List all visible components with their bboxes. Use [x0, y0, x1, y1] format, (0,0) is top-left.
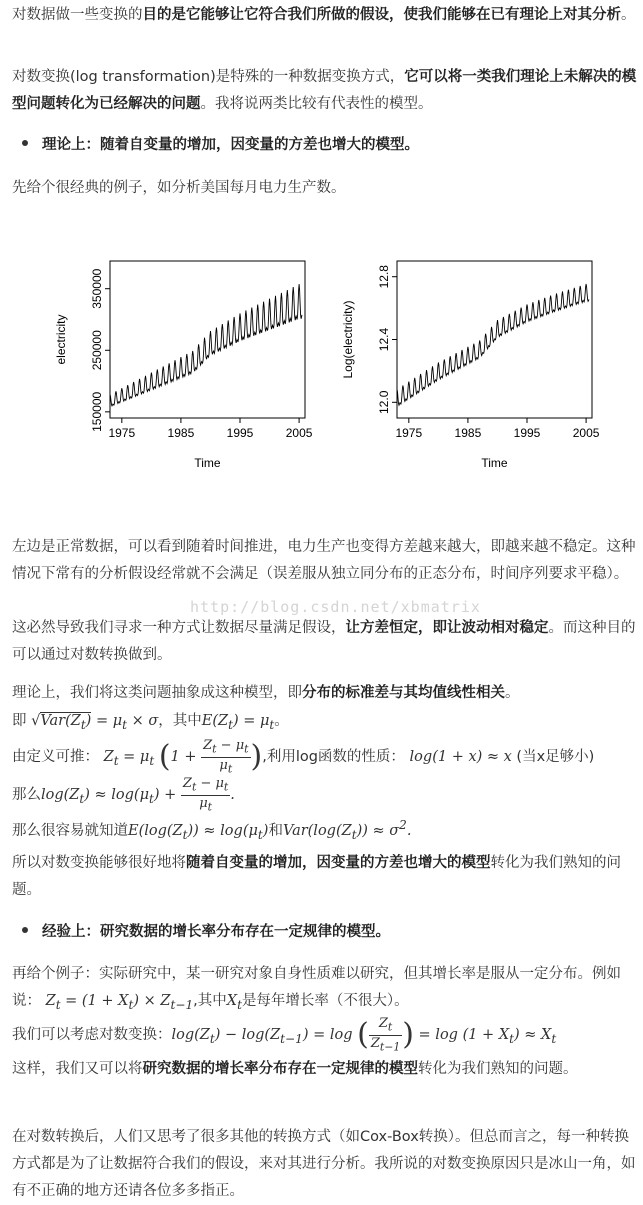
formula-log-result: = $\log (1 + X_t) \approx X_t$	[418, 1027, 557, 1046]
fraction: $\frac{Z_t}{Z_{t-1}}$	[370, 1016, 401, 1054]
paragraph-log-transform: 对数变换(log transformation)是特殊的一种数据变换方式，它可以将一类我们理论上未解决的模型问题转化为已经解决的问题。我将说两类比较有代表性的模型。	[12, 69, 637, 112]
chart-electricity	[54, 261, 313, 470]
y-axis-label: Log(electricity)	[341, 300, 355, 379]
x-tick-label: 2005	[285, 426, 313, 440]
formula-line-1: 即 $√Var(Z_t) = \mu_t \times \sigma$，其中$E(Z_t) = \mu_t$。	[12, 713, 289, 732]
formula-line-4: 那么很容易就知道$E(\log(Z_t)) \approx \log(\mu_t)$和$Var(\log(Z_t)) \approx \sigma^2$.	[12, 818, 412, 842]
bullet-experience: 经验上：研究数据的增长率分布存在一定规律的模型。	[22, 919, 622, 946]
bullet-theory: 理论上：随着自变量的增加，因变量的方差也增大的模型。	[22, 132, 622, 159]
formula-sqrt-var: $√Var(Z_t) = \mu_t \times \sigma$	[31, 713, 159, 732]
x-axis-label: Time	[481, 456, 508, 470]
chart-log-electricity	[341, 261, 600, 470]
y-tick-label: 250000	[90, 330, 104, 371]
paragraph-intro: 对数据做一些变换的目的是它能够让它符合我们所做的假设，使我们能够在已有理论上对其分析。	[12, 7, 636, 23]
y-tick-label: 150000	[90, 391, 104, 432]
formula-expectation: $E(Z_t) = \mu_t$	[201, 713, 275, 732]
formula-log-zt: $\log(Z_t) \approx \log(\mu_t)$ +	[41, 787, 177, 806]
formula-var-log: $Var(\log(Z_t)) \approx \sigma^2$.	[282, 818, 412, 842]
series-line	[110, 284, 302, 406]
formula-line-2: 由定义可推： $Z_t = \mu_t$ (1 + $\frac{Z_t - \mu_t}{\mu_t}$ ),利用log函数的性质： log(1 + x) ≈ x (当x足够小)	[12, 738, 595, 776]
y-tick-label: 12.0	[377, 390, 391, 414]
paragraph-conclusion-1: 所以对数变换能够很好地将随着自变量的增加，因变量的方差也增大的模型转化为我们熟知的问题。	[12, 855, 621, 898]
x-tick-label: 1975	[395, 426, 423, 440]
y-tick-label: 12.8	[377, 265, 391, 289]
paragraph-theory-model: 理论上，我们将这类问题抽象成这种模型，即分布的标准差与其均值线性相关。	[12, 685, 520, 701]
y-axis-label: electricity	[54, 314, 68, 365]
formula-xt: $X_t$	[226, 993, 242, 1012]
formula-log-approx: log(1 + x) ≈ x	[409, 749, 512, 766]
x-tick-label: 1985	[454, 426, 482, 440]
plot-frame	[110, 261, 305, 418]
fraction: $\frac{Z_t - \mu_t}{\mu_t}$	[182, 776, 229, 814]
bullet-dot	[22, 140, 28, 146]
x-tick-label: 2005	[572, 426, 600, 440]
series-line	[397, 284, 589, 405]
x-axis-label: Time	[194, 456, 221, 470]
watermark: http://blog.csdn.net/xbmatrix	[190, 598, 481, 616]
paragraph-example: 先给个很经典的例子，如分析美国每月电力生产数。	[12, 180, 346, 196]
fraction: $\frac{Z_t - \mu_t}{\mu_t}$	[203, 738, 249, 776]
paragraph-growth-example: 再给个例子：实际研究中，某一研究对象自身性质难以研究，但其增长率是服从一定分布。例如说： $Z_t = (1 + X_t) \times Z_{t-1}$,其中$X_t$是每年增长率（不很大）。	[12, 966, 621, 1012]
x-tick-label: 1995	[226, 426, 254, 440]
formula-log-diff: $\log(Z_t) - \log(Z_{t-1}) = \log$	[171, 1027, 353, 1046]
x-tick-label: 1995	[513, 426, 541, 440]
x-tick-label: 1975	[108, 426, 136, 440]
electricity-charts	[0, 235, 643, 525]
bullet-dot	[22, 927, 28, 933]
paragraph-conclusion-2: 这样，我们又可以将研究数据的增长率分布存在一定规律的模型转化为我们熟知的问题。	[12, 1061, 578, 1077]
formula-e-log: $E(\log(Z_t)) \approx \log(\mu_t)$	[128, 822, 269, 842]
paragraph-must: 这必然导致我们寻求一种方式让数据尽量满足假设，让方差恒定，即让波动相对稳定。而这种目的可以通过对数转换做到。	[12, 620, 636, 663]
formula-line-5: 我们可以考虑对数变换：$\log(Z_t) - \log(Z_{t-1}) = \log$ ( $\frac{Z_t}{Z_{t-1}}$ ) = $\log (1 + X_t) \approx X_t$	[12, 1016, 557, 1054]
formula-growth: $Z_t = (1 + X_t) \times Z_{t-1}$	[41, 993, 194, 1012]
paragraph-left-normal: 左边是正常数据，可以看到随着时间推进，电力生产也变得方差越来越大，即越来越不稳定。这种情况下常有的分析假设经常就不会满足（误差服从独立同分布的正态分布，时间序列要求平稳）。	[12, 539, 636, 582]
paragraph-closing: 在对数转换后，人们又思考了很多其他的转换方式（如Cox-Box转换）。但总而言之，每一种转换方式都是为了让数据符合我们的假设，来对其进行分析。我所说的对数变换原因只是冰山一角，如有不正确的地方还请各位多多指正。	[12, 1129, 636, 1199]
x-tick-label: 1985	[167, 426, 195, 440]
formula-line-3: 那么$\log(Z_t) \approx \log(\mu_t)$ + $\frac{Z_t - \mu_t}{\mu_t}$ .	[12, 776, 235, 814]
y-tick-label: 350000	[90, 268, 104, 309]
y-tick-label: 12.4	[377, 327, 391, 352]
formula-zt: $Z_t = \mu_t$	[103, 749, 155, 768]
